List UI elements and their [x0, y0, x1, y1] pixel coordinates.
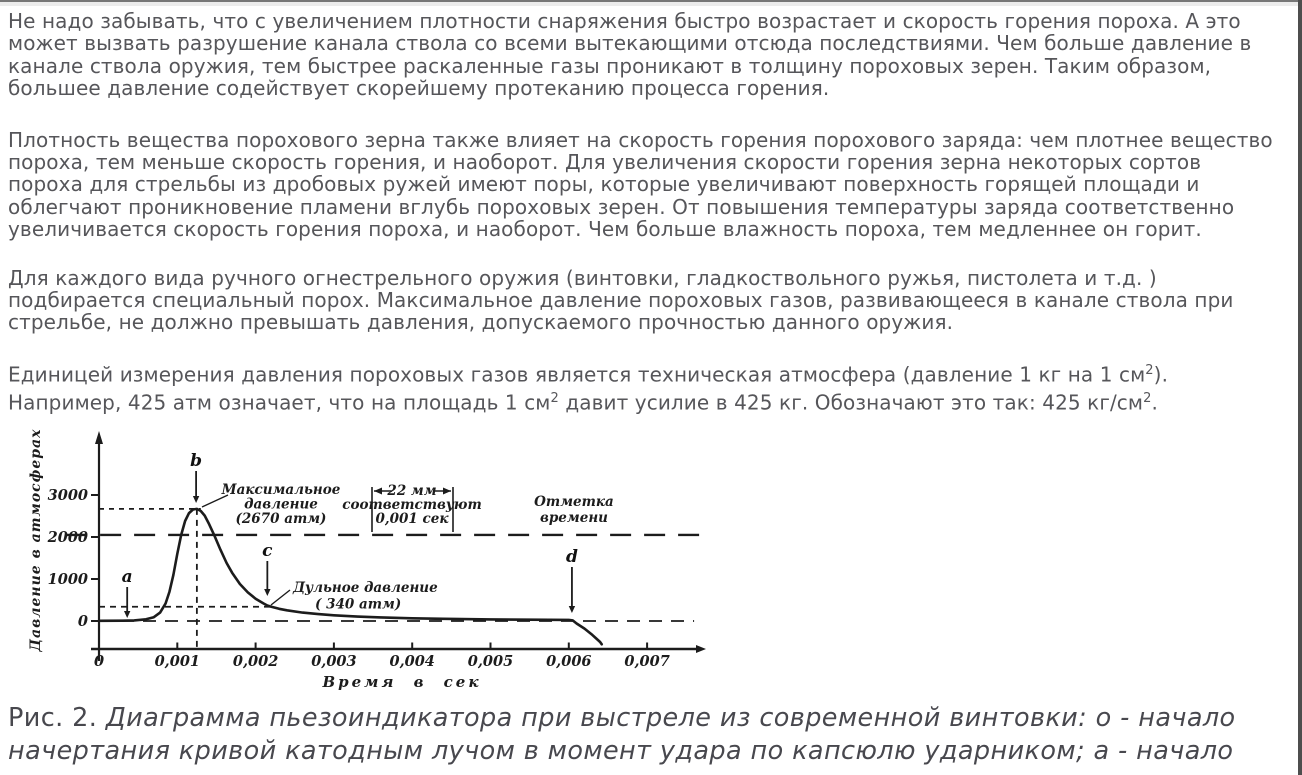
svg-text:Максимальное: Максимальное [221, 481, 341, 498]
text-segment: Например, 425 атм означает, что на площадь 1 см [8, 390, 551, 415]
text-line: канале ствола оружия, тем быстрее раскаленные газы проникают в толщину пороховых зерен. Таким образом, [8, 53, 1212, 78]
svg-text:b: b [190, 450, 203, 471]
svg-text:времени: времени [540, 509, 608, 526]
text-line: подбирается специальный порох. Максимальное давление пороховых газов, развивающееся в канале ствола при [8, 287, 1234, 312]
text-line [8, 357, 1302, 386]
text-line: пороха, тем меньше скорость горения, и наоборот. Для увеличения скорости горения зерна некоторых сортов [8, 149, 1202, 174]
svg-text:c: c [262, 540, 273, 561]
svg-text:(2670 атм): (2670 атм) [235, 510, 327, 527]
svg-text:1000: 1000 [47, 570, 88, 588]
top-band [0, 2, 1302, 6]
svg-text:соответствуют: соответствуют [342, 496, 482, 513]
svg-text:0,001 сек: 0,001 сек [375, 510, 449, 527]
svg-text:0,005: 0,005 [467, 652, 514, 670]
svg-text:0: 0 [77, 612, 88, 630]
superscript: 2 [550, 391, 559, 407]
paragraph [8, 129, 1302, 241]
figure-caption [8, 702, 1302, 768]
text-segment: давит усилие в 425 кг. Обозначают это так: 425 кг/см [558, 390, 1144, 415]
text-line: Плотность вещества порохового зерна также влияет на скорость горения порохового заряда: чем плотнее вещество [8, 127, 1273, 152]
figure-pressure-diagram [4, 428, 716, 700]
svg-text:0,002: 0,002 [232, 652, 279, 670]
text-line: пороха для стрельбы из дробовых ружей имеют поры, которые увеличивают поверхность горящей площади и [8, 172, 1200, 197]
svg-text:( 340 атм): ( 340 атм) [315, 596, 402, 613]
svg-text:0,001: 0,001 [154, 652, 201, 670]
svg-text:2000: 2000 [47, 528, 88, 546]
caption-line [8, 702, 1302, 735]
text-line: увеличивается скорость горения пороха, и наоборот. Чем больше влажность пороха, тем медленнее он горит. [8, 217, 1202, 242]
paragraph [8, 10, 1302, 100]
text-line [8, 385, 1302, 414]
text-segment: . [1151, 390, 1158, 415]
paragraph [8, 267, 1302, 334]
superscript: 2 [1145, 362, 1154, 378]
svg-text:0,007: 0,007 [624, 652, 670, 670]
svg-text:Отметка: Отметка [534, 493, 614, 510]
superscript: 2 [1143, 391, 1152, 407]
text-segment: ). [1153, 362, 1169, 387]
svg-text:22 мм: 22 мм [387, 482, 437, 499]
svg-text:Дульное давление: Дульное давление [293, 579, 438, 596]
svg-text:0,003: 0,003 [311, 652, 357, 670]
text-line: стрельбе, не должно превышать давления, допускаемого прочностью данного оружия. [8, 310, 954, 335]
text-line: облегчают проникновение пламени вглубь пороховых зерен. От повышения температуры заряда соответственно [8, 194, 1235, 219]
text-line: может вызвать разрушение канала ствола со всеми вытекающими отсюда последствиями. Чем больше давление в [8, 31, 1252, 56]
svg-text:a: a [121, 566, 133, 587]
svg-text:давление: давление [244, 496, 318, 513]
caption-line: начертания кривой катодным лучом в момент удара по капсюлю ударником; а - начало [8, 735, 1234, 766]
svg-text:0,004: 0,004 [389, 652, 435, 670]
svg-text:Время в сек: Время в сек [322, 672, 482, 691]
caption-text: Диаграмма пьезоиндикатора при выстреле из современной винтовки: о - начало [105, 702, 1236, 733]
right-frame-border [1298, 0, 1302, 775]
svg-text:3000: 3000 [47, 486, 88, 504]
pressure-time-chart [4, 428, 716, 700]
text-line: Для каждого вида ручного огнестрельного оружия (винтовки, гладкоствольного ружья, пистолета и т.д. ) [8, 265, 1157, 290]
svg-text:d: d [565, 546, 578, 567]
svg-text:0,006: 0,006 [546, 652, 592, 670]
paragraph [8, 357, 1302, 414]
svg-text:Давление в атмосферах: Давление в атмосферах [28, 428, 44, 652]
text-segment: Единицей измерения давления пороховых газов является техническая атмосфера (давление 1 кг на 1 см [8, 362, 1146, 387]
caption-prefix: Рис. 2. [8, 702, 106, 733]
text-line: Не надо забывать, что с увеличением плотности снаряжения быстро возрастает и скорость горения пороха. А это [8, 9, 1241, 33]
svg-text:0: 0 [93, 652, 105, 670]
text-line: большее давление содействует скорейшему протеканию процесса горения. [8, 76, 830, 101]
